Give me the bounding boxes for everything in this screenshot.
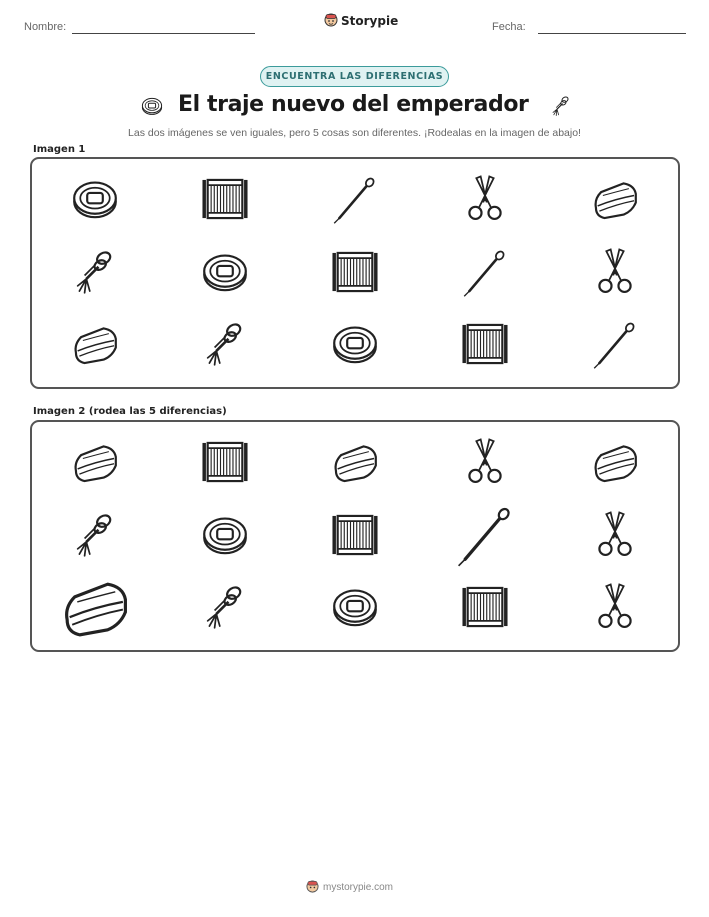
coin-icon: [140, 94, 164, 122]
image1-loom-icon: [329, 246, 381, 298]
image1-loom-icon: [459, 318, 511, 370]
name-label: Nombre:: [24, 21, 67, 33]
image2-coin-icon[interactable]: [329, 581, 381, 633]
image2-coin-icon[interactable]: [199, 509, 251, 561]
image2-loom-icon[interactable]: [459, 581, 511, 633]
brand-logo: [324, 13, 398, 28]
image1-coin-icon: [199, 246, 251, 298]
image2-needle-icon[interactable]: [452, 502, 518, 568]
image1-needle-icon: [329, 173, 381, 225]
image1-rope-icon: [199, 318, 251, 370]
image1-cloth-icon: [69, 318, 121, 370]
brand-name: Storypie: [341, 13, 399, 28]
activity-badge: ENCUENTRA LAS DIFERENCIAS: [260, 66, 449, 87]
image1-cloth-icon: [589, 173, 641, 225]
image2-rope-icon[interactable]: [69, 509, 121, 561]
storypie-mascot-icon: [306, 880, 319, 894]
image2-loom-icon[interactable]: [329, 509, 381, 561]
image1-label: Imagen 1: [33, 144, 86, 155]
image2-scissors-icon[interactable]: [589, 581, 641, 633]
image2-cloth-icon[interactable]: [69, 436, 121, 488]
image2-loom-icon[interactable]: [199, 436, 251, 488]
page-title: El traje nuevo del emperador: [178, 92, 529, 117]
image1-scissors-icon: [589, 246, 641, 298]
image1-scissors-icon: [459, 173, 511, 225]
image1-coin-icon: [329, 318, 381, 370]
storypie-mascot-icon: [324, 13, 338, 28]
image2-cloth-icon[interactable]: [57, 569, 133, 645]
image2-scissors-icon[interactable]: [459, 436, 511, 488]
image1-coin-icon: [69, 173, 121, 225]
instructions: Las dos imágenes se ven iguales, pero 5 cosas son diferentes. ¡Rodealas en la imagen de abajo!: [128, 127, 581, 139]
image1-loom-icon: [199, 173, 251, 225]
footer: [306, 880, 393, 894]
image2-scissors-icon[interactable]: [589, 509, 641, 561]
image1-panel: [30, 157, 680, 389]
rope-icon: [549, 94, 573, 122]
image2-cloth-icon[interactable]: [589, 436, 641, 488]
image2-rope-icon[interactable]: [199, 581, 251, 633]
date-line[interactable]: [538, 33, 686, 34]
image2-label: Imagen 2 (rodea las 5 diferencias): [33, 406, 227, 417]
image1-needle-icon: [459, 246, 511, 298]
image1-rope-icon: [69, 246, 121, 298]
image1-needle-icon: [589, 318, 641, 370]
image2-panel[interactable]: [30, 420, 680, 652]
date-label: Fecha:: [492, 21, 526, 33]
name-line[interactable]: [72, 33, 255, 34]
footer-url: mystorypie.com: [323, 881, 394, 893]
image2-cloth-icon[interactable]: [329, 436, 381, 488]
